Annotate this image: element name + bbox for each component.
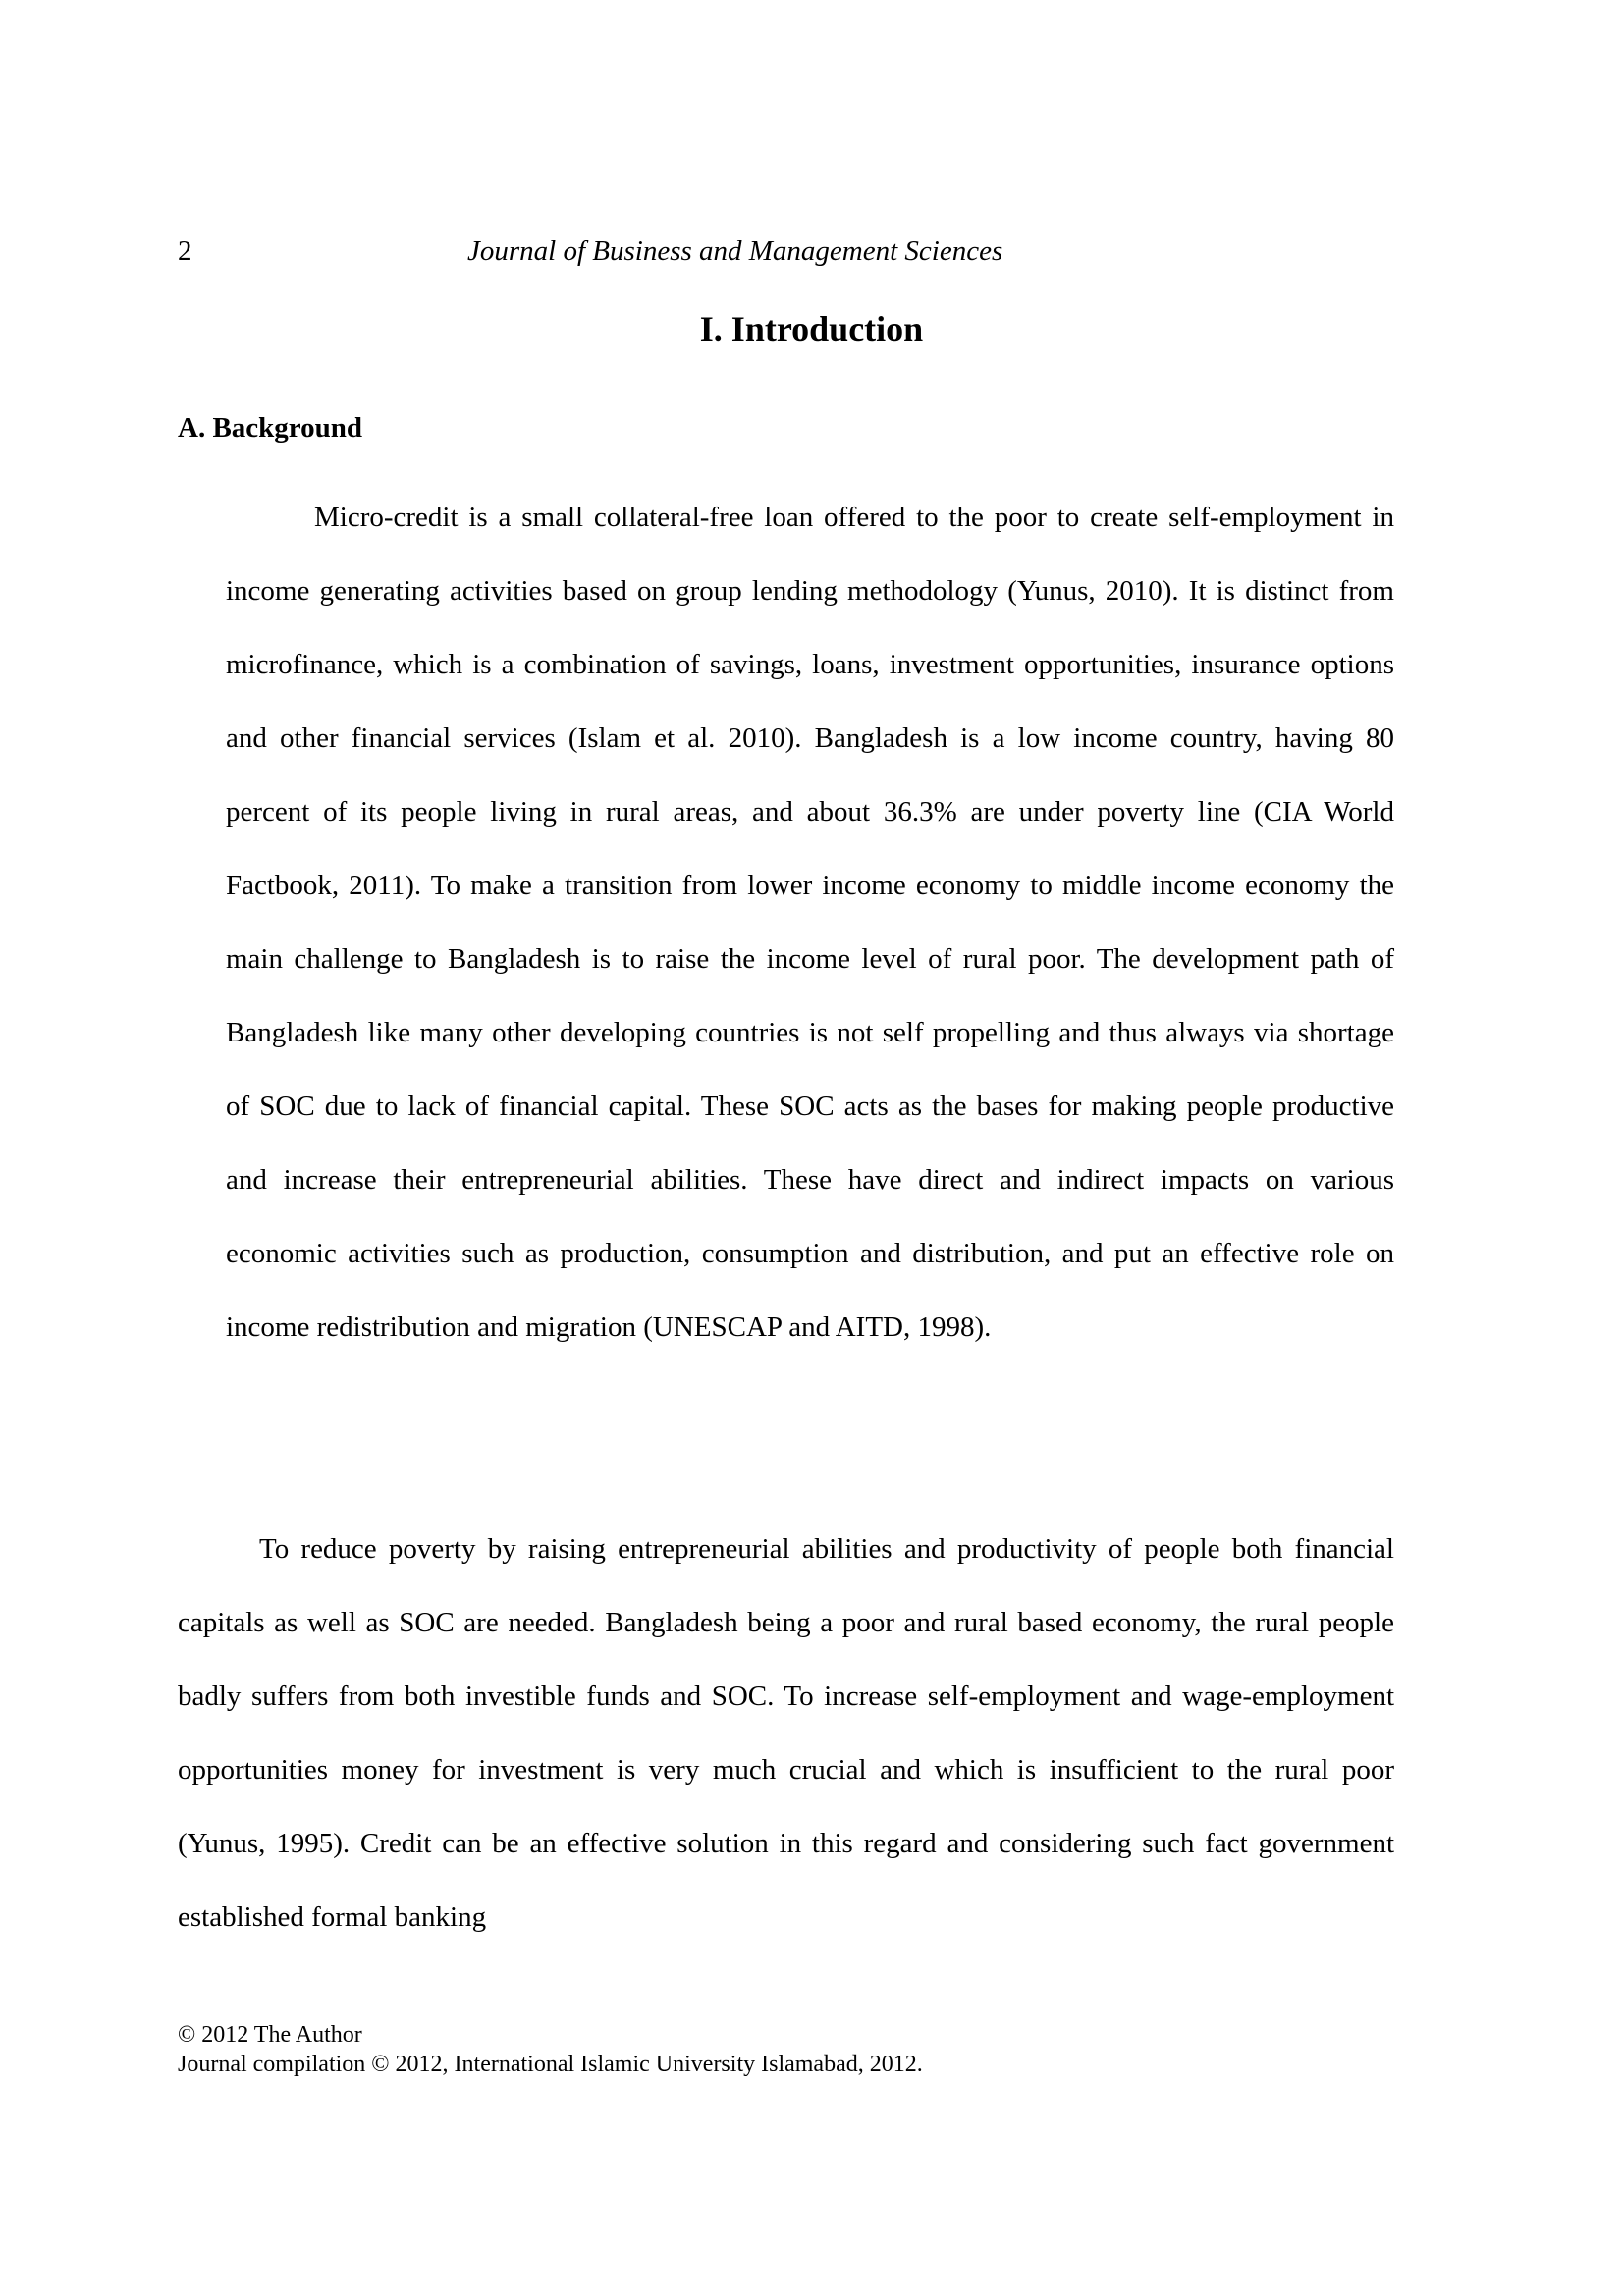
footer-compilation: Journal compilation © 2012, International Islamic University Islamabad, 2012.	[178, 2052, 923, 2077]
page-number: 2	[178, 236, 192, 267]
section-title: I. Introduction	[699, 309, 924, 348]
journal-running-head: Journal of Business and Management Sciences	[467, 236, 1003, 267]
body-paragraph-1: Micro-credit is a small collateral-free loan offered to the poor to create self-employment in income generating activities based on group lending methodology (Yunus, 2010). It is distinct from microfinance, which is a combination of savings, loans, investment opportunities, insurance options and other financial services (Islam et al. 2010). Bangladesh is a low income country, having 80 percent of its people living in rural areas, and about 36.3% are under poverty line (CIA World Factbook, 2011). To make a transition from lower income economy to middle income economy the main challenge to Bangladesh is to raise the income level of rural poor. The development path of Bangladesh like many other developing countries is not self propelling and thus always via shortage of SOC due to lack of financial capital. These SOC acts as the bases for making people productive and increase their entrepreneurial abilities. These have direct and indirect impacts on various economic activities such as production, consumption and distribution, and put an effective role on income redistribution and migration (UNESCAP and AITD, 1998).	[226, 502, 1394, 1343]
footer	[178, 2020, 923, 2079]
footer-copyright: © 2012 The Author	[178, 2022, 362, 2048]
body-paragraph-2: To reduce poverty by raising entrepreneurial abilities and productivity of people both financial capitals as well as SOC are needed. Bangladesh being a poor and rural based economy, the rural people badly suffers from both investible funds and SOC. To increase self-employment and wage-employment opportunities money for investment is very much crucial and which is insufficient to the rural poor (Yunus, 1995). Credit can be an effective solution in this regard and considering such fact government established formal banking	[178, 1533, 1394, 1933]
subsection-title: A. Background	[178, 412, 363, 444]
